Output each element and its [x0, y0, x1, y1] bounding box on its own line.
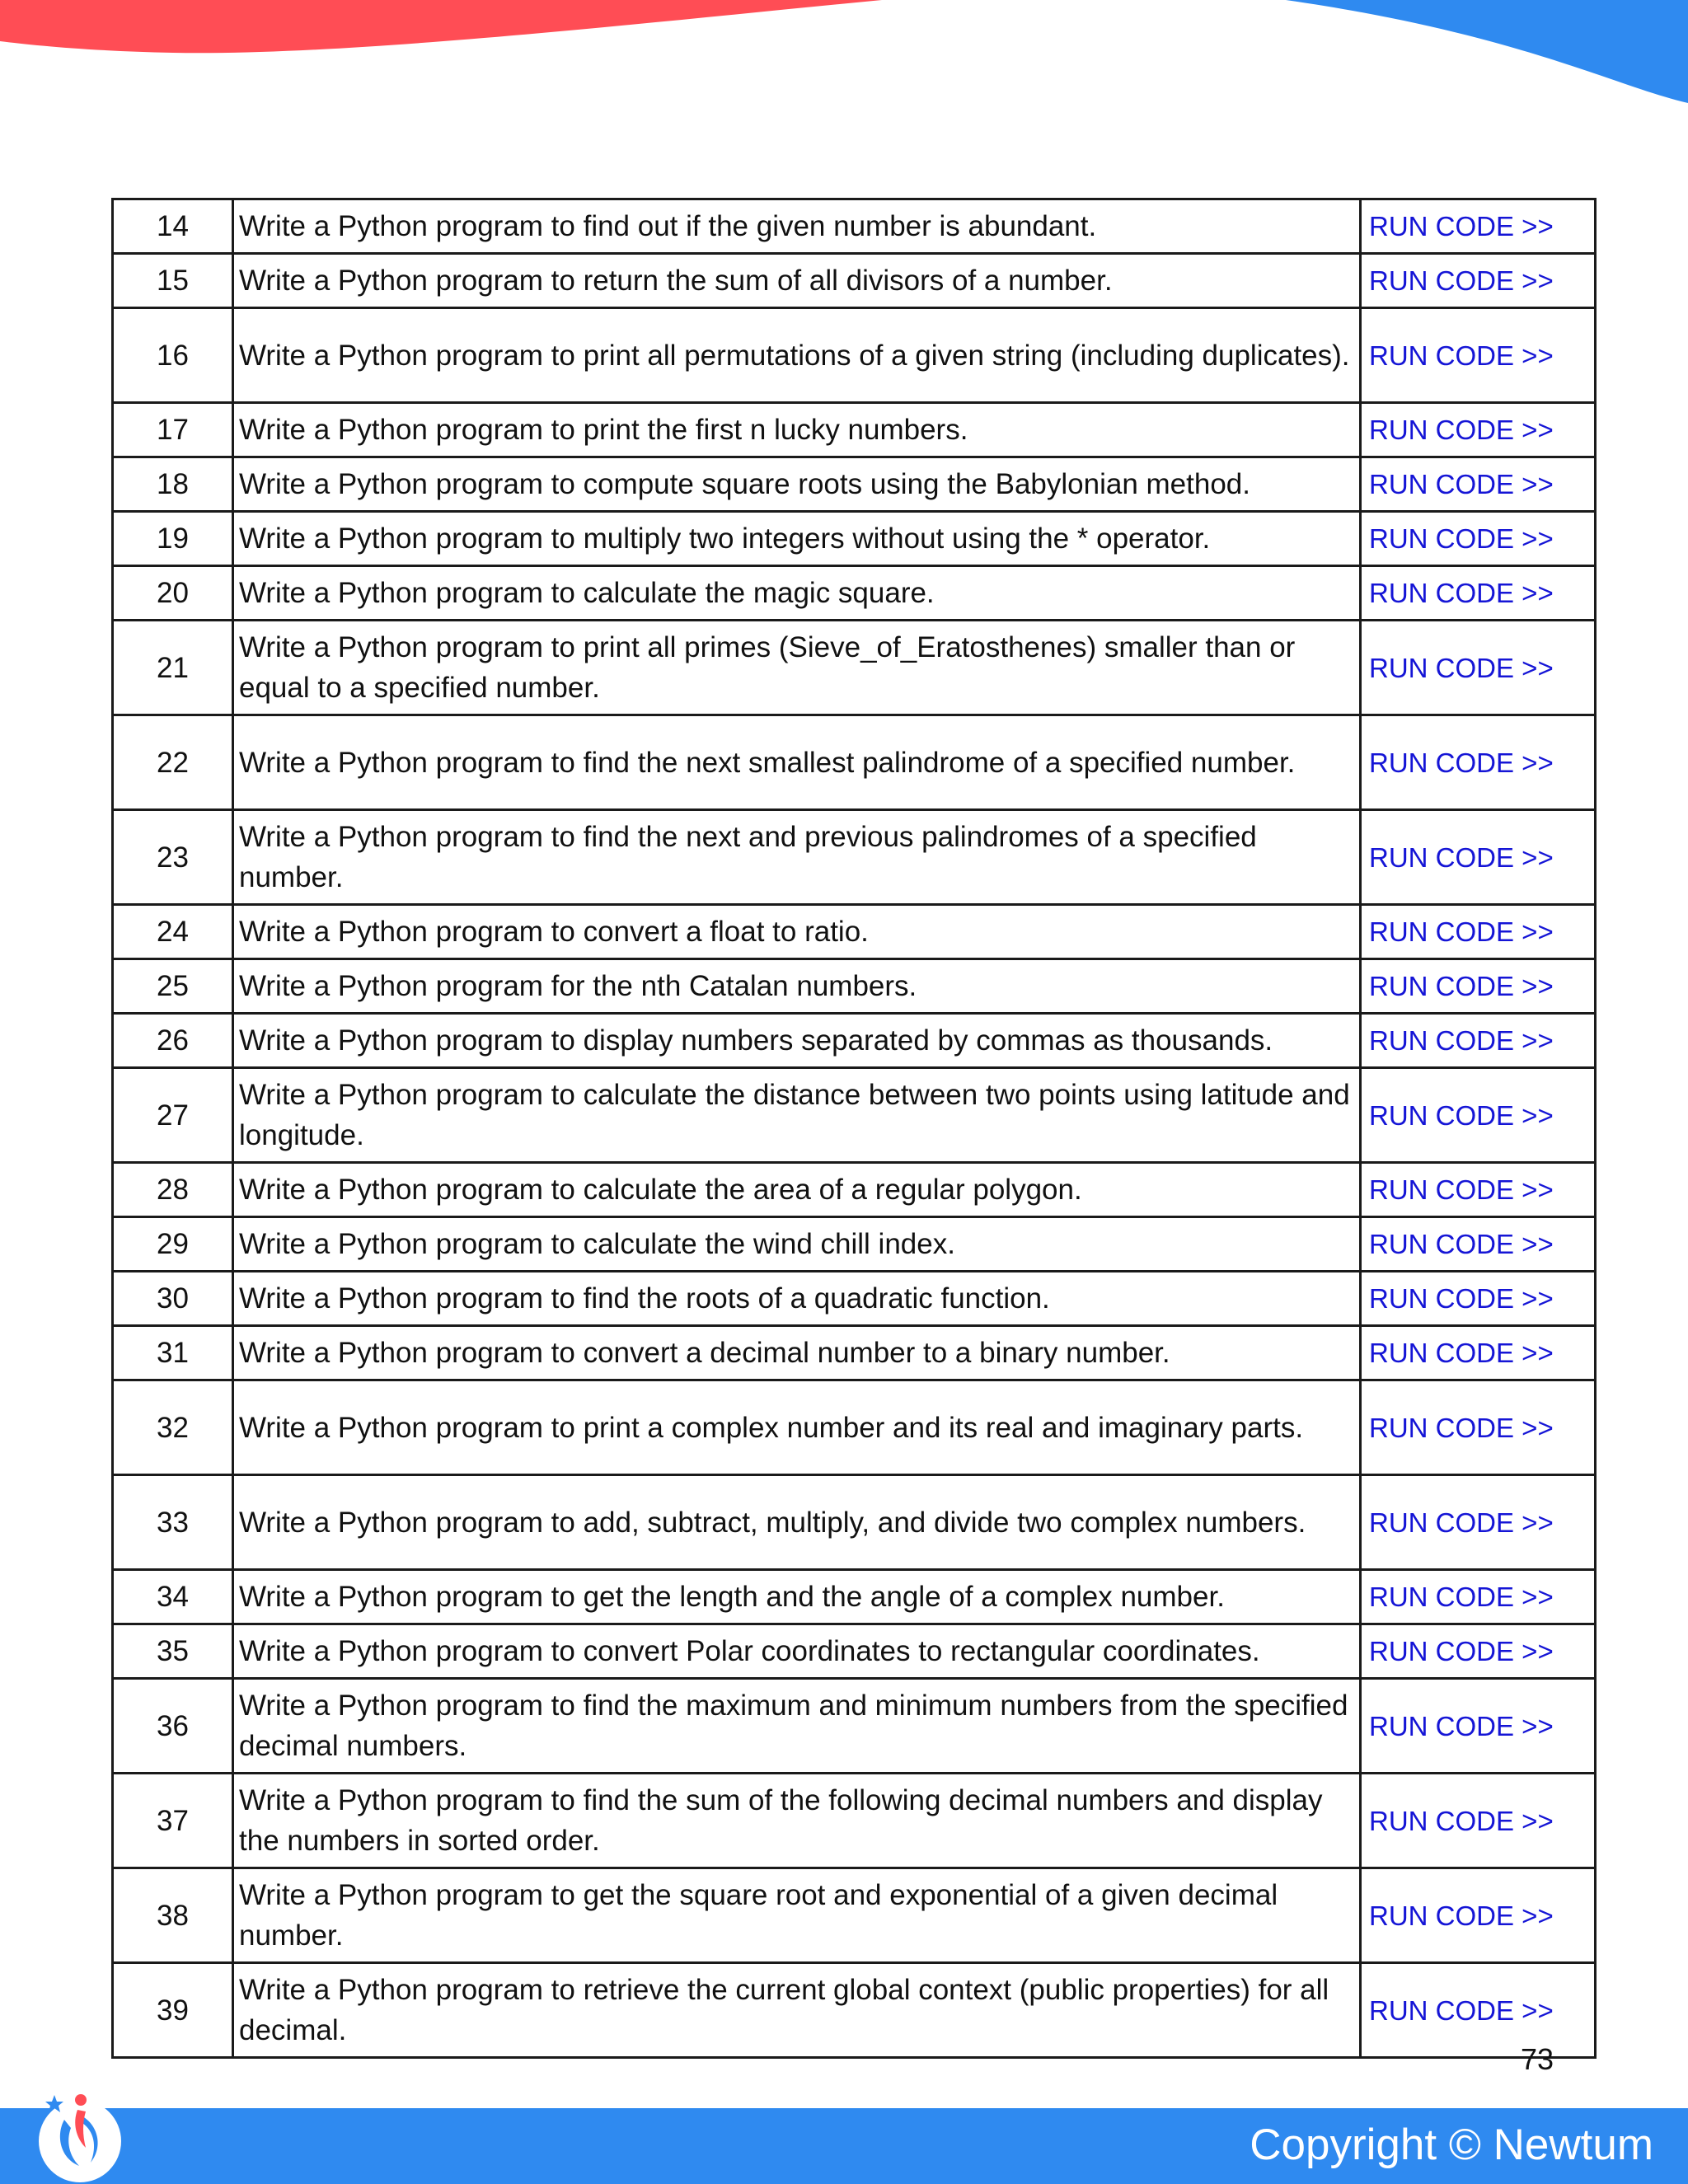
blue-wave — [1286, 0, 1688, 103]
problem-number: 24 — [113, 905, 233, 959]
run-code-cell — [1361, 1272, 1596, 1326]
table-row — [113, 1163, 1596, 1217]
problem-description: Write a Python program to convert Polar coordinates to rectangular coordinates. — [233, 1624, 1361, 1679]
problem-number: 22 — [113, 715, 233, 810]
header-wave-decoration — [0, 0, 1688, 107]
problems-table-body — [113, 199, 1596, 2058]
table-row — [113, 1774, 1596, 1868]
problem-description: Write a Python program to print the first n lucky numbers. — [233, 403, 1361, 457]
run-code-link[interactable]: RUN CODE >> — [1369, 841, 1554, 873]
problem-number: 28 — [113, 1163, 233, 1217]
table-row — [113, 1624, 1596, 1679]
run-code-link[interactable]: RUN CODE >> — [1369, 1507, 1554, 1538]
table-row — [113, 1570, 1596, 1624]
run-code-link[interactable]: RUN CODE >> — [1369, 916, 1554, 947]
problem-number: 20 — [113, 566, 233, 621]
run-code-cell — [1361, 1380, 1596, 1475]
problems-table — [111, 198, 1597, 2059]
run-code-cell — [1361, 1475, 1596, 1570]
run-code-cell — [1361, 1068, 1596, 1163]
problem-description: Write a Python program to convert a decimal number to a binary number. — [233, 1326, 1361, 1380]
problem-number: 33 — [113, 1475, 233, 1570]
problem-number: 35 — [113, 1624, 233, 1679]
run-code-link[interactable]: RUN CODE >> — [1369, 1412, 1554, 1443]
run-code-cell — [1361, 1868, 1596, 1963]
run-code-cell — [1361, 1163, 1596, 1217]
run-code-cell — [1361, 1963, 1596, 2058]
run-code-link[interactable]: RUN CODE >> — [1369, 971, 1554, 1001]
problem-description: Write a Python program to print all primes (Sieve_of_Eratosthenes) smaller than or equal to a specified number. — [233, 621, 1361, 715]
run-code-cell — [1361, 905, 1596, 959]
problem-number: 23 — [113, 810, 233, 905]
problem-number: 29 — [113, 1217, 233, 1272]
problem-description: Write a Python program to find the sum of the following decimal numbers and display the numbers in sorted order. — [233, 1774, 1361, 1868]
run-code-cell — [1361, 621, 1596, 715]
problem-description: Write a Python program to get the square root and exponential of a given decimal number. — [233, 1868, 1361, 1963]
problem-number: 32 — [113, 1380, 233, 1475]
run-code-link[interactable]: RUN CODE >> — [1369, 1229, 1554, 1259]
table-row — [113, 254, 1596, 308]
problem-description: Write a Python program to calculate the magic square. — [233, 566, 1361, 621]
problem-number: 14 — [113, 199, 233, 254]
table-row — [113, 959, 1596, 1014]
problem-description: Write a Python program to print all permutations of a given string (including duplicates). — [233, 308, 1361, 403]
table-row — [113, 403, 1596, 457]
run-code-cell — [1361, 1014, 1596, 1068]
problem-number: 37 — [113, 1774, 233, 1868]
problem-description: Write a Python program to find the next and previous palindromes of a specified number. — [233, 810, 1361, 905]
run-code-cell — [1361, 959, 1596, 1014]
run-code-link[interactable]: RUN CODE >> — [1369, 1025, 1554, 1056]
red-wave — [0, 0, 882, 53]
run-code-link[interactable]: RUN CODE >> — [1369, 1582, 1554, 1612]
run-code-cell — [1361, 308, 1596, 403]
table-row — [113, 512, 1596, 566]
table-row — [113, 1326, 1596, 1380]
run-code-cell — [1361, 1217, 1596, 1272]
problem-number: 16 — [113, 308, 233, 403]
table-row — [113, 1679, 1596, 1774]
problem-number: 26 — [113, 1014, 233, 1068]
problem-number: 17 — [113, 403, 233, 457]
problem-description: Write a Python program to multiply two integers without using the * operator. — [233, 512, 1361, 566]
problem-number: 21 — [113, 621, 233, 715]
run-code-link[interactable]: RUN CODE >> — [1369, 1636, 1554, 1666]
run-code-link[interactable]: RUN CODE >> — [1369, 1283, 1554, 1314]
run-code-cell — [1361, 512, 1596, 566]
table-row — [113, 810, 1596, 905]
problem-number: 39 — [113, 1963, 233, 2058]
problem-number: 19 — [113, 512, 233, 566]
problem-description: Write a Python program to return the sum of all divisors of a number. — [233, 254, 1361, 308]
problem-description: Write a Python program to add, subtract, multiply, and divide two complex numbers. — [233, 1475, 1361, 1570]
problem-description: Write a Python program to get the length and the angle of a complex number. — [233, 1570, 1361, 1624]
run-code-link[interactable]: RUN CODE >> — [1369, 1900, 1554, 1931]
run-code-cell — [1361, 1774, 1596, 1868]
run-code-link[interactable]: RUN CODE >> — [1369, 1174, 1554, 1205]
problem-description: Write a Python program to find the roots of a quadratic function. — [233, 1272, 1361, 1326]
run-code-link[interactable]: RUN CODE >> — [1369, 1994, 1554, 2026]
problem-description: Write a Python program to display numbers separated by commas as thousands. — [233, 1014, 1361, 1068]
problem-number: 27 — [113, 1068, 233, 1163]
table-row — [113, 199, 1596, 254]
page-number: 73 — [1521, 2042, 1554, 2076]
run-code-link[interactable]: RUN CODE >> — [1369, 578, 1554, 608]
run-code-cell — [1361, 810, 1596, 905]
problem-number: 34 — [113, 1570, 233, 1624]
run-code-cell — [1361, 199, 1596, 254]
run-code-link[interactable]: RUN CODE >> — [1369, 1805, 1554, 1836]
run-code-link[interactable]: RUN CODE >> — [1369, 652, 1554, 683]
run-code-cell — [1361, 457, 1596, 512]
problem-number: 31 — [113, 1326, 233, 1380]
problem-description: Write a Python program to calculate the wind chill index. — [233, 1217, 1361, 1272]
table-row — [113, 1068, 1596, 1163]
table-row — [113, 1963, 1596, 2058]
table-row — [113, 1380, 1596, 1475]
table-row — [113, 1272, 1596, 1326]
problem-description: Write a Python program to find the next smallest palindrome of a specified number. — [233, 715, 1361, 810]
run-code-link[interactable]: RUN CODE >> — [1369, 1099, 1554, 1131]
problem-number: 18 — [113, 457, 233, 512]
run-code-link[interactable]: RUN CODE >> — [1369, 211, 1554, 241]
run-code-link[interactable]: RUN CODE >> — [1369, 747, 1554, 778]
problem-description: Write a Python program to find the maximum and minimum numbers from the specified decimal numbers. — [233, 1679, 1361, 1774]
table-row — [113, 621, 1596, 715]
problem-description: Write a Python program to convert a float to ratio. — [233, 905, 1361, 959]
table-row — [113, 1475, 1596, 1570]
run-code-link[interactable]: RUN CODE >> — [1369, 523, 1554, 554]
table-row — [113, 1868, 1596, 1963]
problem-number: 38 — [113, 1868, 233, 1963]
problem-number: 30 — [113, 1272, 233, 1326]
table-row — [113, 566, 1596, 621]
run-code-link[interactable]: RUN CODE >> — [1369, 340, 1554, 371]
problem-number: 25 — [113, 959, 233, 1014]
run-code-link[interactable]: RUN CODE >> — [1369, 415, 1554, 445]
problem-number: 15 — [113, 254, 233, 308]
problem-description: Write a Python program to retrieve the current global context (public properties) for all decimal. — [233, 1963, 1361, 2058]
problem-description: Write a Python program to calculate the distance between two points using latitude and longitude. — [233, 1068, 1361, 1163]
run-code-link[interactable]: RUN CODE >> — [1369, 265, 1554, 296]
run-code-link[interactable]: RUN CODE >> — [1369, 469, 1554, 499]
table-row — [113, 1217, 1596, 1272]
run-code-cell — [1361, 566, 1596, 621]
problem-description: Write a Python program for the nth Catalan numbers. — [233, 959, 1361, 1014]
run-code-cell — [1361, 1624, 1596, 1679]
problem-description: Write a Python program to calculate the area of a regular polygon. — [233, 1163, 1361, 1217]
run-code-cell — [1361, 1326, 1596, 1380]
problem-number: 36 — [113, 1679, 233, 1774]
table-row — [113, 715, 1596, 810]
run-code-cell — [1361, 1679, 1596, 1774]
newtum-logo-icon — [31, 2077, 129, 2182]
run-code-cell — [1361, 715, 1596, 810]
run-code-cell — [1361, 403, 1596, 457]
copyright-text: Copyright © Newtum — [1250, 2121, 1653, 2169]
table-row — [113, 308, 1596, 403]
run-code-cell — [1361, 254, 1596, 308]
problem-description: Write a Python program to compute square roots using the Babylonian method. — [233, 457, 1361, 512]
run-code-link[interactable]: RUN CODE >> — [1369, 1338, 1554, 1368]
table-row — [113, 1014, 1596, 1068]
run-code-link[interactable]: RUN CODE >> — [1369, 1710, 1554, 1741]
problem-description: Write a Python program to find out if the given number is abundant. — [233, 199, 1361, 254]
table-row — [113, 905, 1596, 959]
table-row — [113, 457, 1596, 512]
run-code-cell — [1361, 1570, 1596, 1624]
problem-description: Write a Python program to print a complex number and its real and imaginary parts. — [233, 1380, 1361, 1475]
